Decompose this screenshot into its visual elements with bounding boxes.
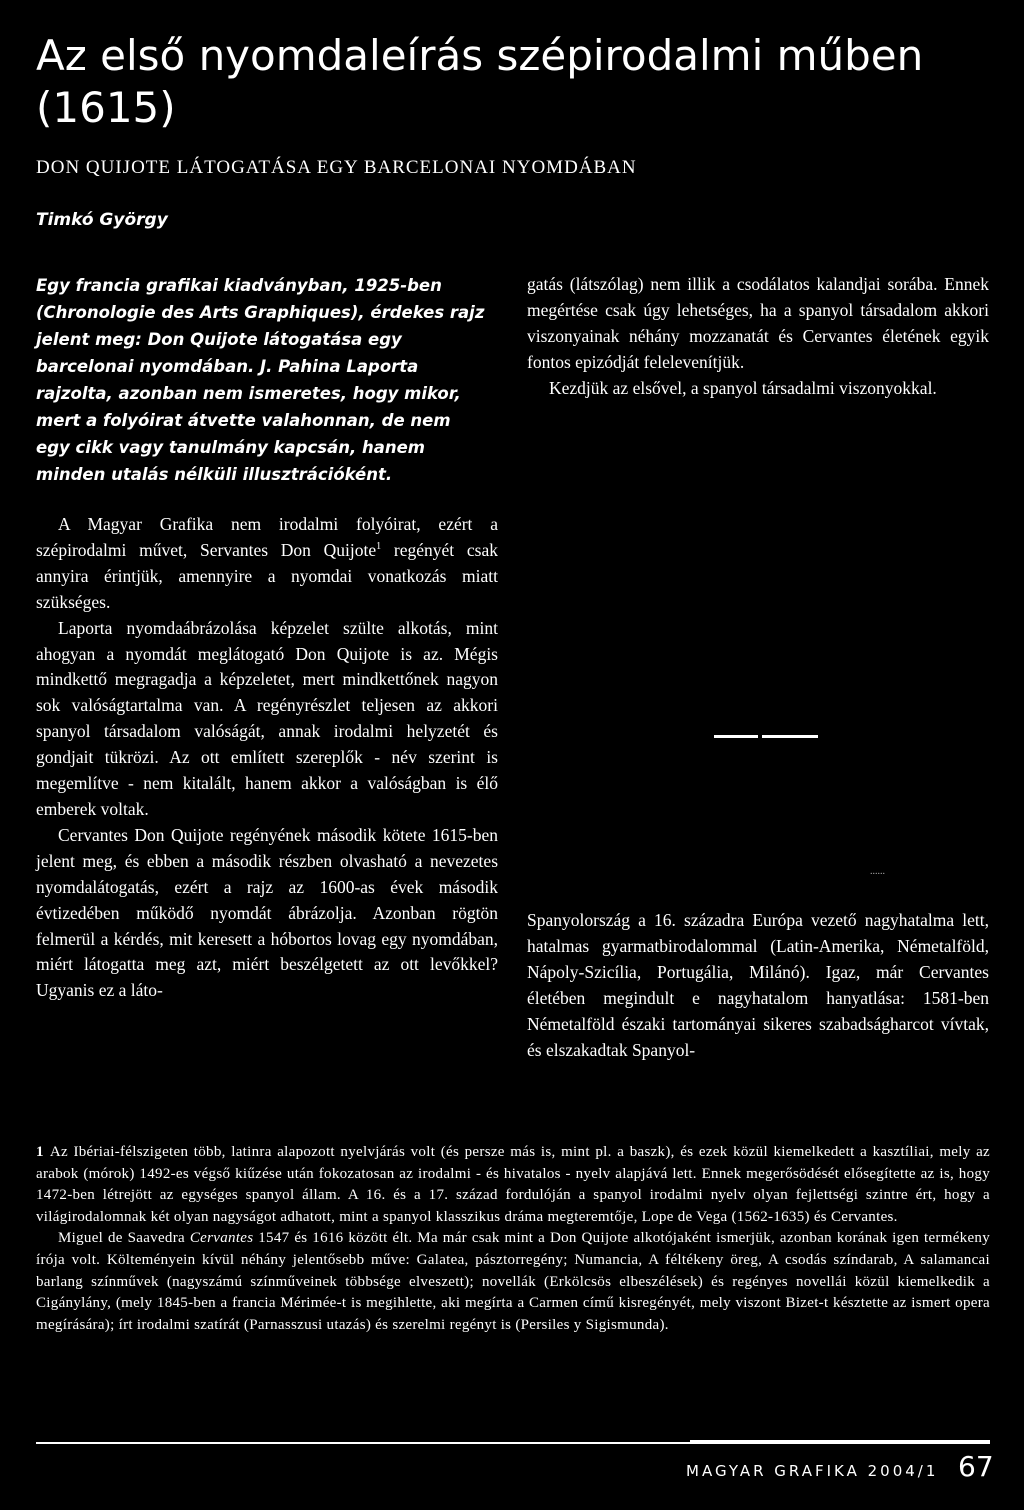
footnote-text: Miguel de Saavedra [58, 1230, 190, 1247]
footnote [36, 1142, 990, 1228]
article-lead: Egy francia grafikai kiadványban, 1925-ben (Chronologie des Arts Graphiques), érdekes rajz jelent meg: Don Quijote látogatása egy barcelonai nyomdában. J. Pahina Laporta rajzolta, azonban nem ismeretes, hogy mikor, mert a folyóirat átvette valahonnan, de nem egy cikk vagy tanulmány kapcsán, hanem minden utalás nélküli illusztrációként. [36, 276, 485, 484]
paragraph-text: regényét csak annyira érintjük, amennyire a nyomdai vonatkozás miatt szükséges. [36, 539, 499, 612]
footer-rule-thick [690, 1440, 990, 1444]
decorative-dots: ...... [870, 866, 885, 877]
paragraph: Kezdjük az elsővel, a spanyol társadalmi viszonyokkal. [549, 377, 937, 398]
right-column-top [527, 272, 989, 402]
decorative-rule [714, 735, 818, 738]
paragraph [36, 512, 498, 616]
paragraph: Cervantes Don Quijote regényének második kötete 1615-ben jelent meg, és ebben a második részben olvasható a nevezetes nyomdalátogatás, ezért a rajz az 1600-as évek második évtizedében működő nyomdát ábrázolja. Azonban rögtön felmerül a kérdés, mit keresett a hóbortos lovag egy nyomdában, miért látogatta meg azt, miért beszélgetett az ott levőkkel? Ugyanis ez a láto- [36, 824, 498, 1001]
footnote-ref: 1 [376, 540, 382, 552]
article-subtitle: DON QUIJOTE LÁTOGATÁSA EGY BARCELONAI NYOMDÁBAN [36, 157, 637, 178]
footnote-text: Az Ibériai-félszigeten több, latinra alapozott nyelvjárás volt (és persze más is, mint pl. a baszk), és ezek közül kiemelkedett a kasztíliai, mely az arabok (mórok) 1492-es végső kiűzése után fokozatosan az irodalmi - és hivatalos - nyelv alapjává lett. Ennek megerősödését elősegítette az is, hogy 1472-ben létrejött az egységes spanyol állam. A 16. és a 17. század fordulóján a spanyol irodalmi nyelv olyan fejlettségi szintre ért, hogy a világirodalomnak két olyan nagyságot adhatott, mint a spanyol klasszikus dráma megteremtője, Lope de Vega (1562-1635) és Cervantes. [36, 1144, 990, 1225]
footnote [36, 1228, 990, 1336]
article-title: Az első nyomdaleírás szépirodalmi műben (1615) [36, 31, 924, 132]
footer-journal-name: MAGYAR GRAFIKA 2004/1 [686, 1462, 939, 1480]
right-column-bottom [527, 908, 989, 1063]
article-author: Timkó György [36, 210, 168, 230]
paragraph: Spanyolország a 16. századra Európa vezető nagyhatalma lett, hatalmas gyarmatbirodalommal (Latin-Amerika, Németalföld, Nápoly-Szicília, Portugália, Milánó). Igaz, már Cervantes életében megindult e nagyhatalom hanyatlása: 1581-ben Németalföld északi tartományai sikeres szabadságharcot vívtak, és elszakadtak Spanyol- [527, 910, 989, 1060]
left-column [36, 512, 498, 1004]
paragraph: gatás (látszólag) nem illik a csodálatos kalandjai sorába. Ennek megértése csak úgy lehetséges, ha a spanyol társadalom akkori viszonyainak néhány mozzanatát és Cervantes életének egyik fontos epizódját felelevenítjük. [527, 274, 989, 372]
footnote-text: 1547 és 1616 között élt. Ma már csak mint a Don Quijote alkotójaként ismerjük, azonban korának igen termékeny írója volt. Költeményein kívül néhány jelentősebb műve: Galatea, pásztorregény; Numancia, A féltékeny öreg, A csodás színdarab, A salamancai barlang színművek (nagyszámú színműveinek többsége elveszett); novellák (Erkölcsös elbeszélések) és regényes novellái közül kiemelkedik a Cigánylány, (mely 1845-ben a francia Mérimée-t is megihlette, aki megírta a Carmen című kisregényét, mely viszont Bizet-t késztette az ismert opera megírására); írt irodalmi szatírát (Parnasszusi utazás) és szerelmi regényt is (Persiles y Sigismunda). [36, 1230, 991, 1333]
footnote-italic: Cervantes [189, 1230, 254, 1247]
paragraph-text: A Magyar Grafika nem irodalmi folyóirat, ezért a szépirodalmi művet, Servantes Don Quijote [36, 514, 498, 560]
footnote-number: 1 [36, 1144, 44, 1160]
paragraph: Laporta nyomdaábrázolása képzelet szülte alkotás, mint ahogyan a nyomdát meglátogató Don Quijote is az. Mégis mindkettő megragadja a képzeletet, mert mindkettőnek nagyon sok valóságtartalma van. A regényrészlet teljesen az akkori spanyol társadalom valóságát, annak irodalmi helyzetét és gondjait tükrözi. Az ott említett szereplők - név szerint is megemlítve - nem kitalált, hanem akkor a valóságban is élő emberek voltak. [36, 617, 498, 819]
page-number: 67 [958, 1450, 994, 1483]
footnotes [36, 1142, 990, 1336]
